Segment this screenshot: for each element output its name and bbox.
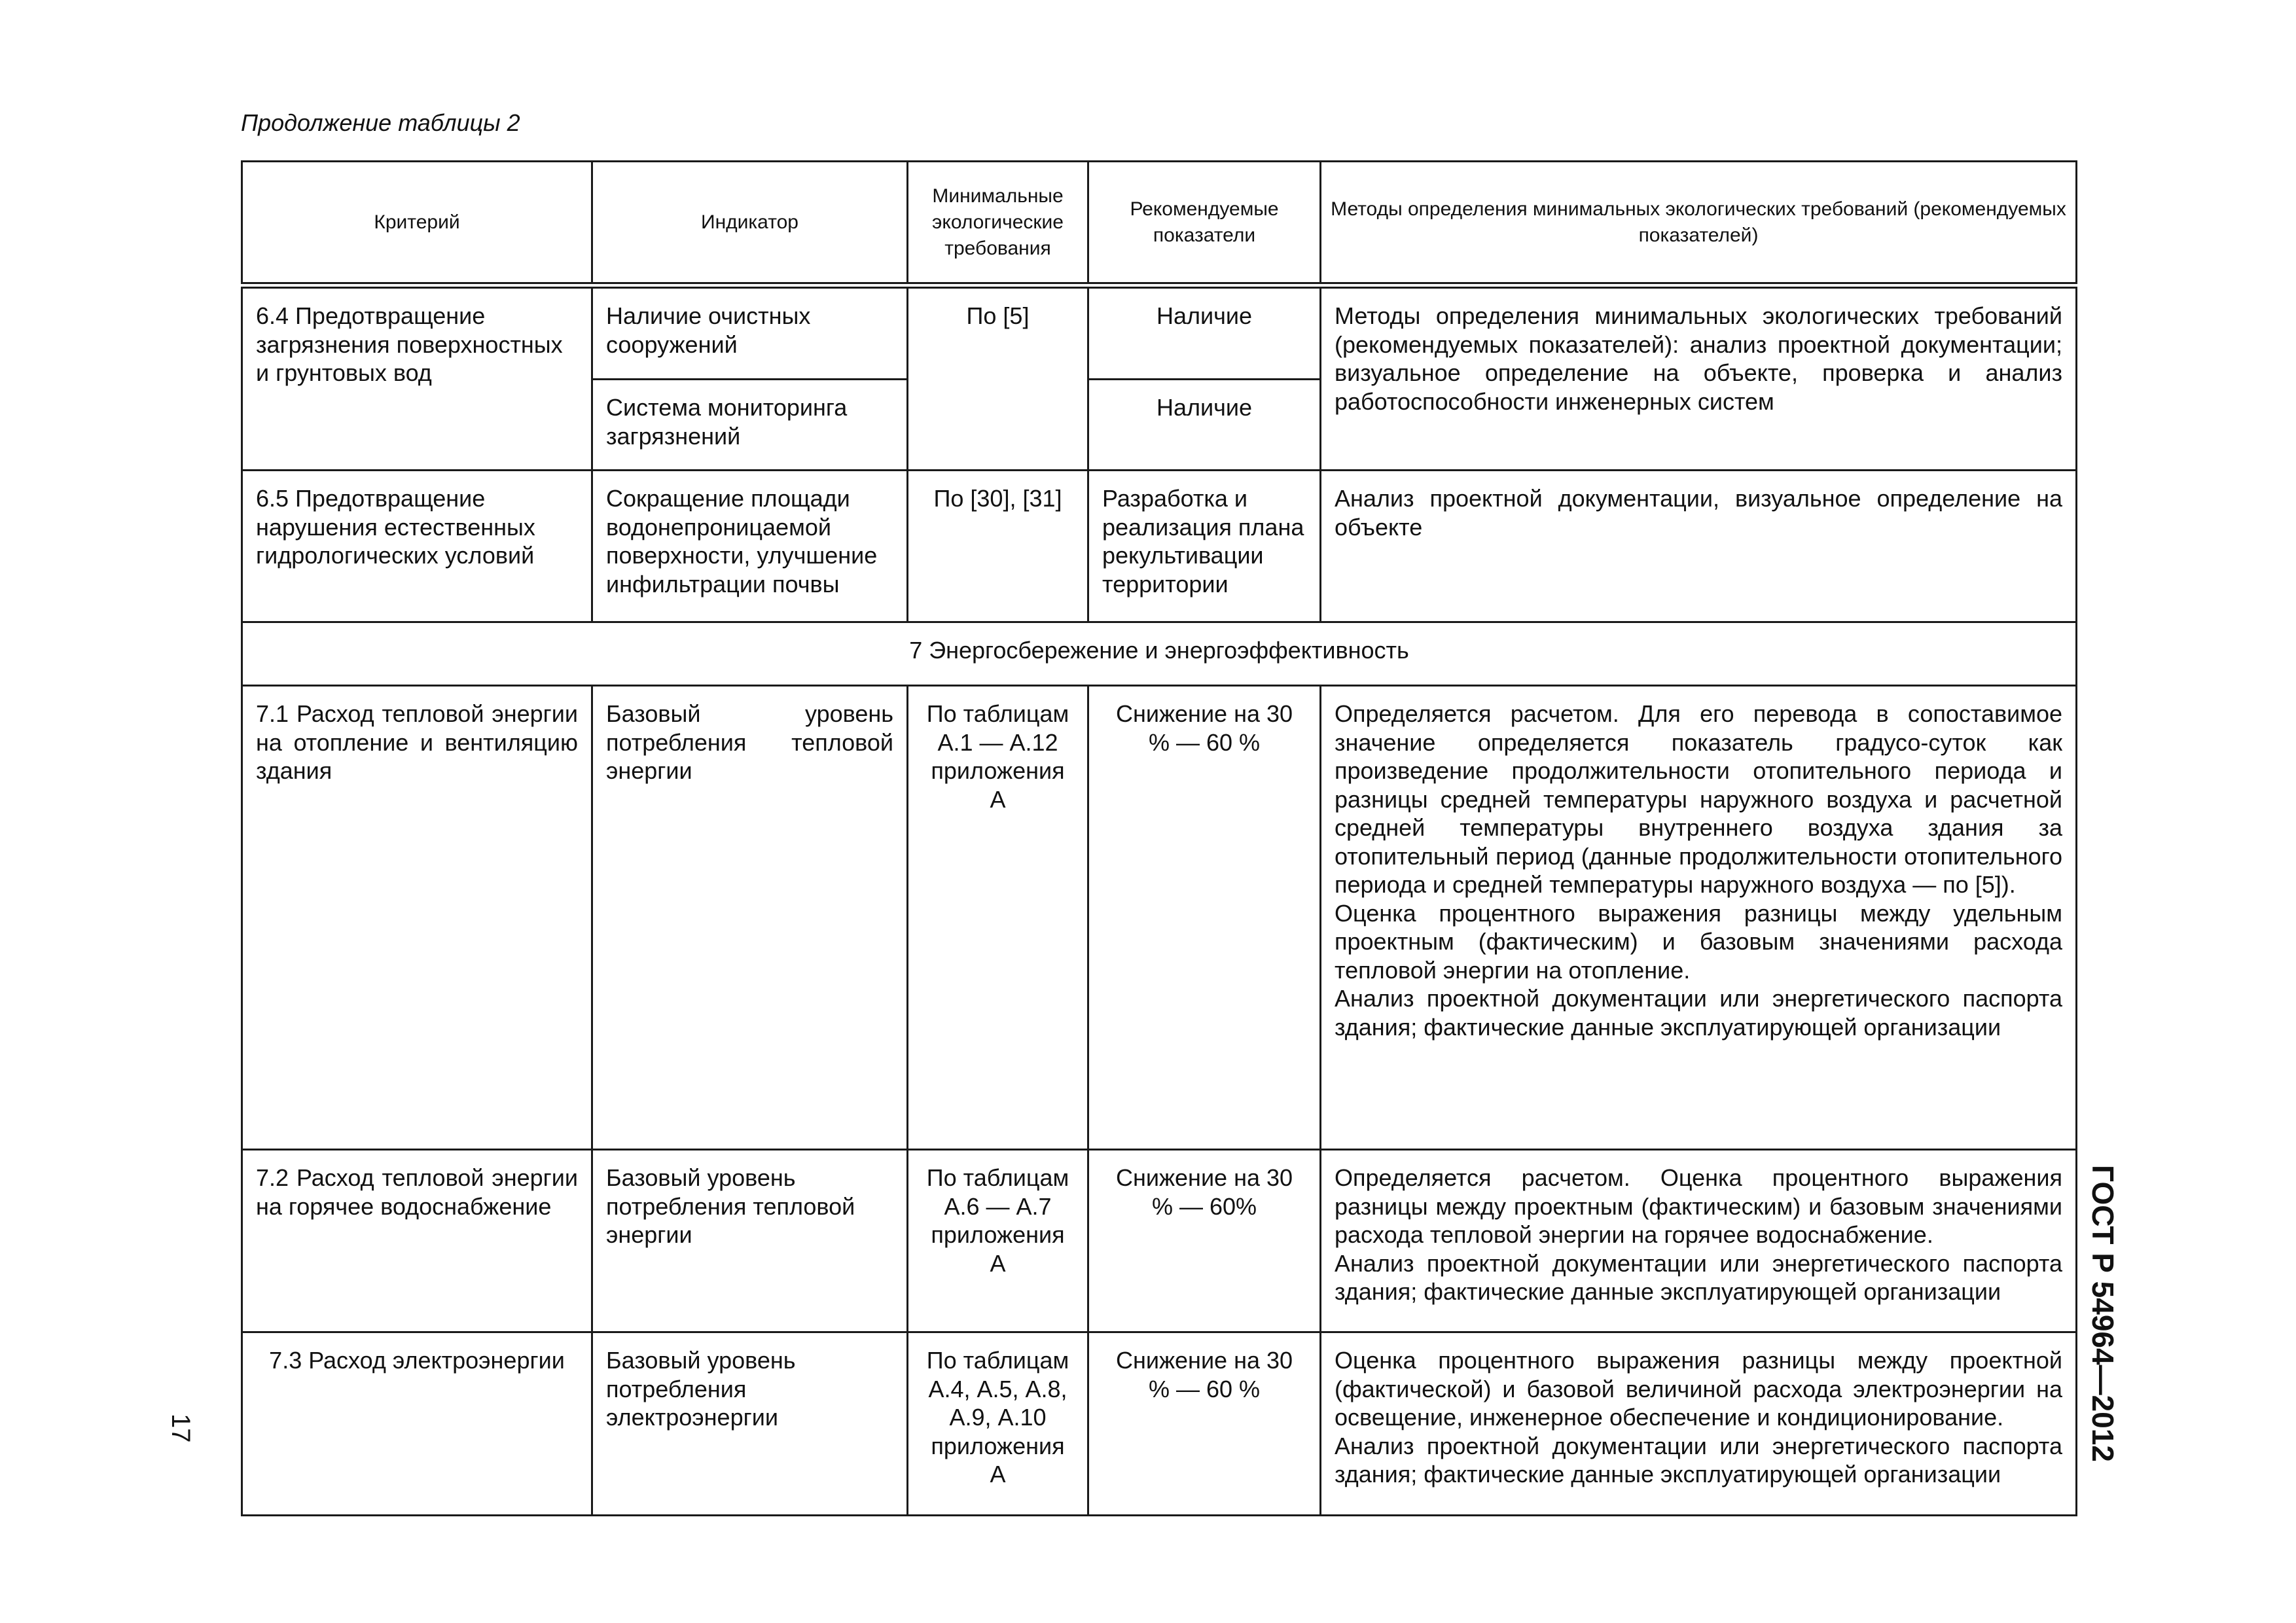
page-number: 17 [166,1414,195,1443]
section-heading: 7 Энергосбережение и энергоэффективность [242,622,2077,686]
table-row [242,1150,2077,1332]
indicator-cell: Система мониторинга загрязнений [592,380,908,471]
indicator-cell: Базовый уровень потребления тепловой энергии [592,686,908,1150]
methods-paragraph: Анализ проектной документации или энергетического паспорта здания; фактические данные эксплуатирующей организации [1335,1249,2062,1305]
recommended-cell: Наличие [1088,380,1321,471]
document-code: ГОСТ Р 54964—2012 [2086,1165,2120,1462]
section-heading-row [242,622,2077,686]
methods-cell [1321,1332,2077,1516]
recommended-cell: Снижение на 30 % — 60 % [1088,1332,1321,1516]
recommended-cell: Снижение на 30 % — 60 % [1088,686,1321,1150]
indicator-cell: Сокращение площади водонепроницаемой поверхности, улучшение инфильтрации почвы [592,471,908,622]
table-row [242,686,2077,1150]
header-recommended: Рекомендуемые показатели [1088,162,1321,286]
recommended-cell: Наличие [1088,285,1321,380]
methods-paragraph: Анализ проектной документации или энергетического паспорта здания; фактические данные эксплуатирующей организации [1335,985,2062,1041]
criterion-cell: 7.2 Расход тепловой энергии на горячее водоснабжение [242,1150,592,1332]
methods-cell: Анализ проектной документации, визуальное определение на объекте [1321,471,2077,622]
table-row [242,285,2077,380]
table-header-row [242,162,2077,286]
header-indicator: Индикатор [592,162,908,286]
methods-paragraph: Определяется расчетом. Оценка процентного выражения разницы между проектным (фактическим) и базовым значениями расхода тепловой энергии на горячее водоснабжение. [1335,1164,2062,1248]
methods-paragraph: Оценка процентного выражения разницы между проектной (фактической) и базовой величиной расхода электроэнергии на освещение, инженерное обеспечение и кондиционирование. [1335,1347,2062,1431]
recommended-cell: Снижение на 30 % — 60% [1088,1150,1321,1332]
indicator-cell: Базовый уровень потребления электроэнергии [592,1332,908,1516]
methods-paragraph: Анализ проектной документации или энергетического паспорта здания; фактические данные эксплуатирующей организации [1335,1432,2062,1488]
header-criterion: Критерий [242,162,592,286]
indicator-cell: Базовый уровень потребления тепловой энергии [592,1150,908,1332]
criterion-cell: 6.4 Предотвращение загрязнения поверхностных и грунтовых вод [242,285,592,471]
requirements-table [241,160,2077,1516]
header-min-requirements: Минимальные экологические требования [908,162,1088,286]
min-req-cell: По [5] [908,285,1088,471]
methods-cell [1321,1150,2077,1332]
methods-paragraph: Определяется расчетом. Для его перевода в сопоставимое значение определяется показатель градусо-суток как произведение продолжительности отопительного периода и разницы средней температуры наружного воздуха и расчетной средней температуры внутреннего воздуха здания за отопительный период (данные продолжительности отопительного периода и средней температуры наружного воздуха — по [5]). [1335,700,2062,898]
table-caption: Продолжение таблицы 2 [241,109,520,136]
methods-cell [1321,686,2077,1150]
methods-paragraph: Оценка процентного выражения разницы между удельным проектным (фактическим) и базовым значениями расхода тепловой энергии на отопление. [1335,899,2062,984]
min-req-cell: По таблицам А.1 — А.12 приложения А [908,686,1088,1150]
criterion-cell: 7.3 Расход электроэнергии [242,1332,592,1516]
min-req-cell: По таблицам А.6 — А.7 приложения А [908,1150,1088,1332]
header-methods: Методы определения минимальных экологических требований (рекомендуемых показателей) [1321,162,2077,286]
criterion-cell: 7.1 Расход тепловой энергии на отопление и вентиляцию здания [242,686,592,1150]
table-row [242,1332,2077,1516]
methods-cell: Методы определения минимальных экологических требований (рекомендуемых показателей): анализ проектной документации; визуальное определение на объекте, проверка и анализ работоспособности инженерных систем [1321,285,2077,471]
criterion-cell: 6.5 Предотвращение нарушения естественных гидрологических условий [242,471,592,622]
indicator-cell: Наличие очистных сооружений [592,285,908,380]
table-row [242,471,2077,622]
min-req-cell: По таблицам А.4, А.5, А.8, А.9, А.10 приложения А [908,1332,1088,1516]
min-req-cell: По [30], [31] [908,471,1088,622]
recommended-cell: Разработка и реализация плана рекультивации территории [1088,471,1321,622]
